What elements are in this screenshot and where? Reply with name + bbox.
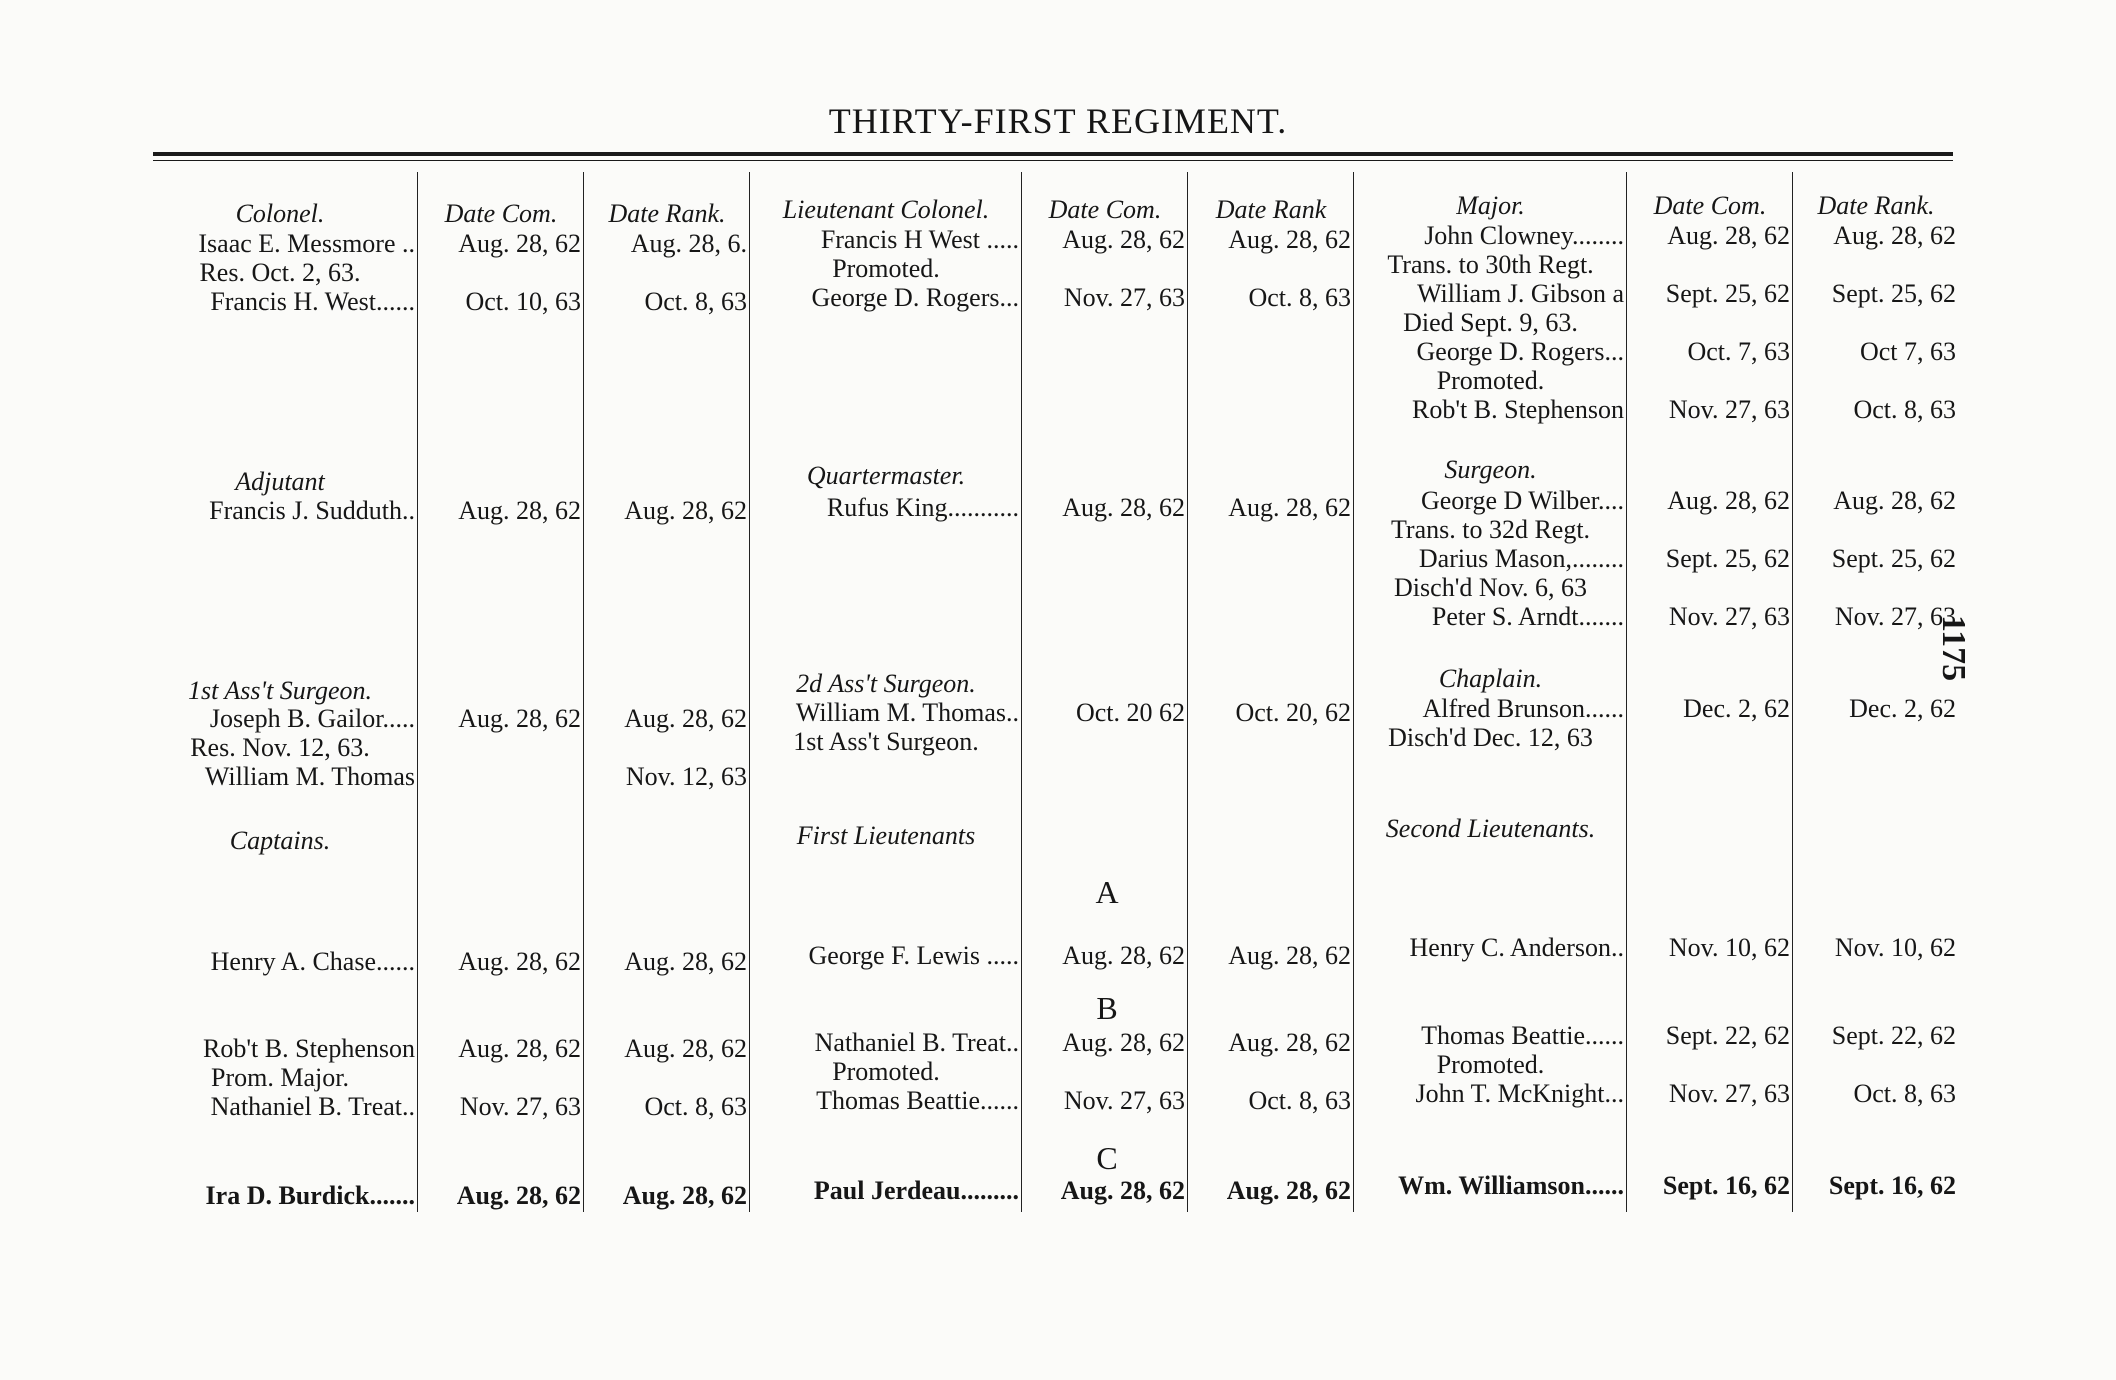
date-commissioned: Nov. 27, 63 bbox=[1668, 395, 1790, 424]
date-commissioned: Oct. 10, 63 bbox=[465, 287, 581, 316]
column-rule bbox=[1187, 172, 1188, 1212]
date-commissioned: Sept. 25, 62 bbox=[1665, 279, 1790, 308]
section-header-first_lieutenants: First Lieutenants bbox=[796, 821, 976, 850]
date-of-rank: Oct. 8, 63 bbox=[644, 287, 747, 316]
date-com-header: Date Com. bbox=[1048, 195, 1162, 224]
date-commissioned: Aug. 28, 62 bbox=[1667, 486, 1790, 515]
company-letter: C bbox=[1096, 1140, 1118, 1176]
entry-note: Res. Oct. 2, 63. bbox=[199, 258, 361, 287]
date-of-rank: Oct. 20, 62 bbox=[1235, 698, 1351, 727]
section-header-adjutant: Adjutant bbox=[235, 467, 325, 496]
officer-name: Rob't B. Stephenson bbox=[203, 1034, 415, 1063]
entry-note: Disch'd Dec. 12, 63 bbox=[1388, 723, 1593, 752]
officer-name: William M. Thomas bbox=[204, 762, 415, 791]
officer-name: Thomas Beattie...... bbox=[816, 1086, 1019, 1115]
date-commissioned: Aug. 28, 62 bbox=[1062, 1028, 1185, 1057]
date-of-rank: Aug. 28, 62 bbox=[1228, 1028, 1351, 1057]
date-com-header: Date Com. bbox=[1653, 191, 1767, 220]
officer-name: John Clowney........ bbox=[1424, 221, 1624, 250]
officer-name: Henry A. Chase...... bbox=[210, 947, 415, 976]
officer-name: Darius Mason,........ bbox=[1418, 544, 1624, 573]
entry-note: Promoted. bbox=[832, 254, 940, 283]
date-of-rank: Aug. 28, 62 bbox=[624, 704, 747, 733]
date-of-rank: Aug. 28, 62 bbox=[624, 496, 747, 525]
officer-name: Nathaniel B. Treat.. bbox=[814, 1028, 1019, 1057]
date-of-rank: Oct. 8, 63 bbox=[1853, 395, 1956, 424]
officer-name: William J. Gibson a bbox=[1417, 279, 1624, 308]
date-commissioned: Aug. 28, 62 bbox=[1062, 941, 1185, 970]
officer-name: John T. McKnight... bbox=[1415, 1079, 1624, 1108]
section-header-colonel: Colonel. bbox=[235, 199, 325, 228]
column-rule bbox=[1792, 172, 1793, 1212]
header-rule-thin bbox=[153, 160, 1953, 161]
date-of-rank: Oct. 8, 63 bbox=[644, 1092, 747, 1121]
date-commissioned: Nov. 27, 63 bbox=[1668, 602, 1790, 631]
company-letter: B bbox=[1096, 990, 1118, 1026]
entry-note: 1st Ass't Surgeon. bbox=[793, 727, 979, 756]
date-commissioned: Aug. 28, 62 bbox=[1062, 225, 1185, 254]
date-of-rank: Aug. 28, 62 bbox=[624, 947, 747, 976]
date-of-rank: Oct. 8, 63 bbox=[1248, 283, 1351, 312]
section-header-surgeon: Surgeon. bbox=[1444, 455, 1537, 484]
officer-name: William M. Thomas.. bbox=[795, 698, 1019, 727]
date-commissioned: Oct. 7, 63 bbox=[1687, 337, 1790, 366]
date-commissioned: Aug. 28, 62 bbox=[456, 1181, 581, 1210]
section-header-lieutenant_colonel: Lieutenant Colonel. bbox=[782, 195, 990, 224]
entry-note: Died Sept. 9, 63. bbox=[1403, 308, 1578, 337]
date-com-header: Date Com. bbox=[444, 199, 558, 228]
entry-note: Promoted. bbox=[832, 1057, 940, 1086]
officer-name: Wm. Williamson...... bbox=[1398, 1171, 1624, 1200]
date-of-rank: Aug. 28, 62 bbox=[1833, 486, 1956, 515]
date-commissioned: Sept. 25, 62 bbox=[1665, 544, 1790, 573]
officer-name: Rob't B. Stephenson bbox=[1412, 395, 1624, 424]
date-of-rank: Aug. 28, 62 bbox=[1228, 225, 1351, 254]
officer-name: Francis J. Sudduth.. bbox=[209, 496, 415, 525]
date-commissioned: Nov. 27, 63 bbox=[1063, 283, 1185, 312]
officer-name: Francis H. West...... bbox=[210, 287, 415, 316]
date-of-rank: Nov. 12, 63 bbox=[625, 762, 747, 791]
date-of-rank: Aug. 28, 6. bbox=[630, 229, 747, 258]
officer-name: George D. Rogers... bbox=[811, 283, 1019, 312]
officer-name: Ira D. Burdick....... bbox=[205, 1181, 415, 1210]
column-rule bbox=[749, 172, 750, 1212]
officer-name: Paul Jerdeau......... bbox=[813, 1176, 1019, 1205]
header-rule-thick bbox=[153, 152, 1953, 156]
section-header-second_lieutenants: Second Lieutenants. bbox=[1385, 814, 1596, 843]
entry-note: Promoted. bbox=[1436, 1050, 1545, 1079]
entry-note: Prom. Major. bbox=[211, 1063, 349, 1092]
date-of-rank: Aug. 28, 62 bbox=[1228, 493, 1351, 522]
section-header-captains: Captains. bbox=[229, 826, 331, 855]
date-commissioned: Aug. 28, 62 bbox=[1667, 221, 1790, 250]
column-rule bbox=[417, 172, 418, 1212]
section-header-first_asst_surgeon: 1st Ass't Surgeon. bbox=[188, 676, 372, 705]
entry-note: Promoted. bbox=[1436, 366, 1545, 395]
officer-name: Peter S. Arndt....... bbox=[1431, 602, 1624, 631]
date-of-rank: Sept. 16, 62 bbox=[1828, 1171, 1956, 1200]
column-rule bbox=[1626, 172, 1627, 1212]
company-letter: A bbox=[1095, 874, 1119, 910]
date-commissioned: Sept. 22, 62 bbox=[1665, 1021, 1790, 1050]
officer-name: George D Wilber.... bbox=[1420, 486, 1624, 515]
column-rule bbox=[583, 172, 584, 1212]
date-of-rank: Dec. 2, 62 bbox=[1849, 694, 1956, 723]
officer-name: Thomas Beattie...... bbox=[1421, 1021, 1624, 1050]
officer-name: Henry C. Anderson.. bbox=[1409, 933, 1624, 962]
officer-name: George F. Lewis ..... bbox=[808, 941, 1019, 970]
officer-name: Francis H West ..... bbox=[820, 225, 1019, 254]
date-commissioned: Aug. 28, 62 bbox=[458, 496, 581, 525]
date-commissioned: Aug. 28, 62 bbox=[1060, 1176, 1185, 1205]
date-commissioned: Aug. 28, 62 bbox=[458, 704, 581, 733]
section-header-chaplain: Chaplain. bbox=[1438, 664, 1543, 693]
date-rank-header: Date Rank. bbox=[608, 199, 726, 228]
officer-name: Nathaniel B. Treat.. bbox=[210, 1092, 415, 1121]
section-header-quartermaster: Quartermaster. bbox=[806, 461, 966, 490]
date-of-rank: Sept. 22, 62 bbox=[1831, 1021, 1956, 1050]
officer-name: Alfred Brunson...... bbox=[1422, 694, 1624, 723]
date-commissioned: Dec. 2, 62 bbox=[1683, 694, 1790, 723]
date-commissioned: Oct. 20 62 bbox=[1075, 698, 1185, 727]
section-header-major: Major. bbox=[1456, 191, 1525, 220]
officer-name: Isaac E. Messmore .. bbox=[198, 229, 415, 258]
date-of-rank: Oct. 8, 63 bbox=[1248, 1086, 1351, 1115]
date-commissioned: Nov. 27, 63 bbox=[1668, 1079, 1790, 1108]
date-commissioned: Aug. 28, 62 bbox=[458, 229, 581, 258]
officer-name: George D. Rogers... bbox=[1416, 337, 1624, 366]
date-rank-header: Date Rank. bbox=[1817, 191, 1935, 220]
page-title: THIRTY-FIRST REGIMENT. bbox=[828, 101, 1288, 141]
date-commissioned: Aug. 28, 62 bbox=[458, 1034, 581, 1063]
column-rule bbox=[1353, 172, 1354, 1212]
entry-note: Trans. to 32d Regt. bbox=[1390, 515, 1591, 544]
date-rank-header: Date Rank bbox=[1215, 195, 1327, 224]
column-rule bbox=[1021, 172, 1022, 1212]
date-commissioned: Aug. 28, 62 bbox=[1062, 493, 1185, 522]
date-of-rank: Nov. 10, 62 bbox=[1834, 933, 1956, 962]
date-commissioned: Aug. 28, 62 bbox=[458, 947, 581, 976]
date-commissioned: Nov. 27, 63 bbox=[459, 1092, 581, 1121]
date-of-rank: Aug. 28, 62 bbox=[1228, 941, 1351, 970]
officer-name: Rufus King........... bbox=[826, 493, 1019, 522]
entry-note: Res. Nov. 12, 63. bbox=[190, 733, 370, 762]
section-header-second_asst_surgeon: 2d Ass't Surgeon. bbox=[796, 669, 976, 698]
date-of-rank: Oct 7, 63 bbox=[1859, 337, 1956, 366]
date-of-rank: Sept. 25, 62 bbox=[1831, 544, 1956, 573]
date-commissioned: Nov. 27, 63 bbox=[1063, 1086, 1185, 1115]
entry-note: Disch'd Nov. 6, 63 bbox=[1394, 573, 1587, 602]
date-of-rank: Aug. 28, 62 bbox=[624, 1034, 747, 1063]
date-commissioned: Sept. 16, 62 bbox=[1662, 1171, 1790, 1200]
entry-note: Trans. to 30th Regt. bbox=[1387, 250, 1594, 279]
date-commissioned: Nov. 10, 62 bbox=[1668, 933, 1790, 962]
date-of-rank: Aug. 28, 62 bbox=[1226, 1176, 1351, 1205]
page-number: 1175 bbox=[1935, 615, 1972, 682]
officer-name: Joseph B. Gailor..... bbox=[209, 704, 415, 733]
date-of-rank: Aug. 28, 62 bbox=[1833, 221, 1956, 250]
date-of-rank: Nov. 27, 63 bbox=[1834, 602, 1956, 631]
date-of-rank: Aug. 28, 62 bbox=[622, 1181, 747, 1210]
date-of-rank: Sept. 25, 62 bbox=[1831, 279, 1956, 308]
date-of-rank: Oct. 8, 63 bbox=[1853, 1079, 1956, 1108]
